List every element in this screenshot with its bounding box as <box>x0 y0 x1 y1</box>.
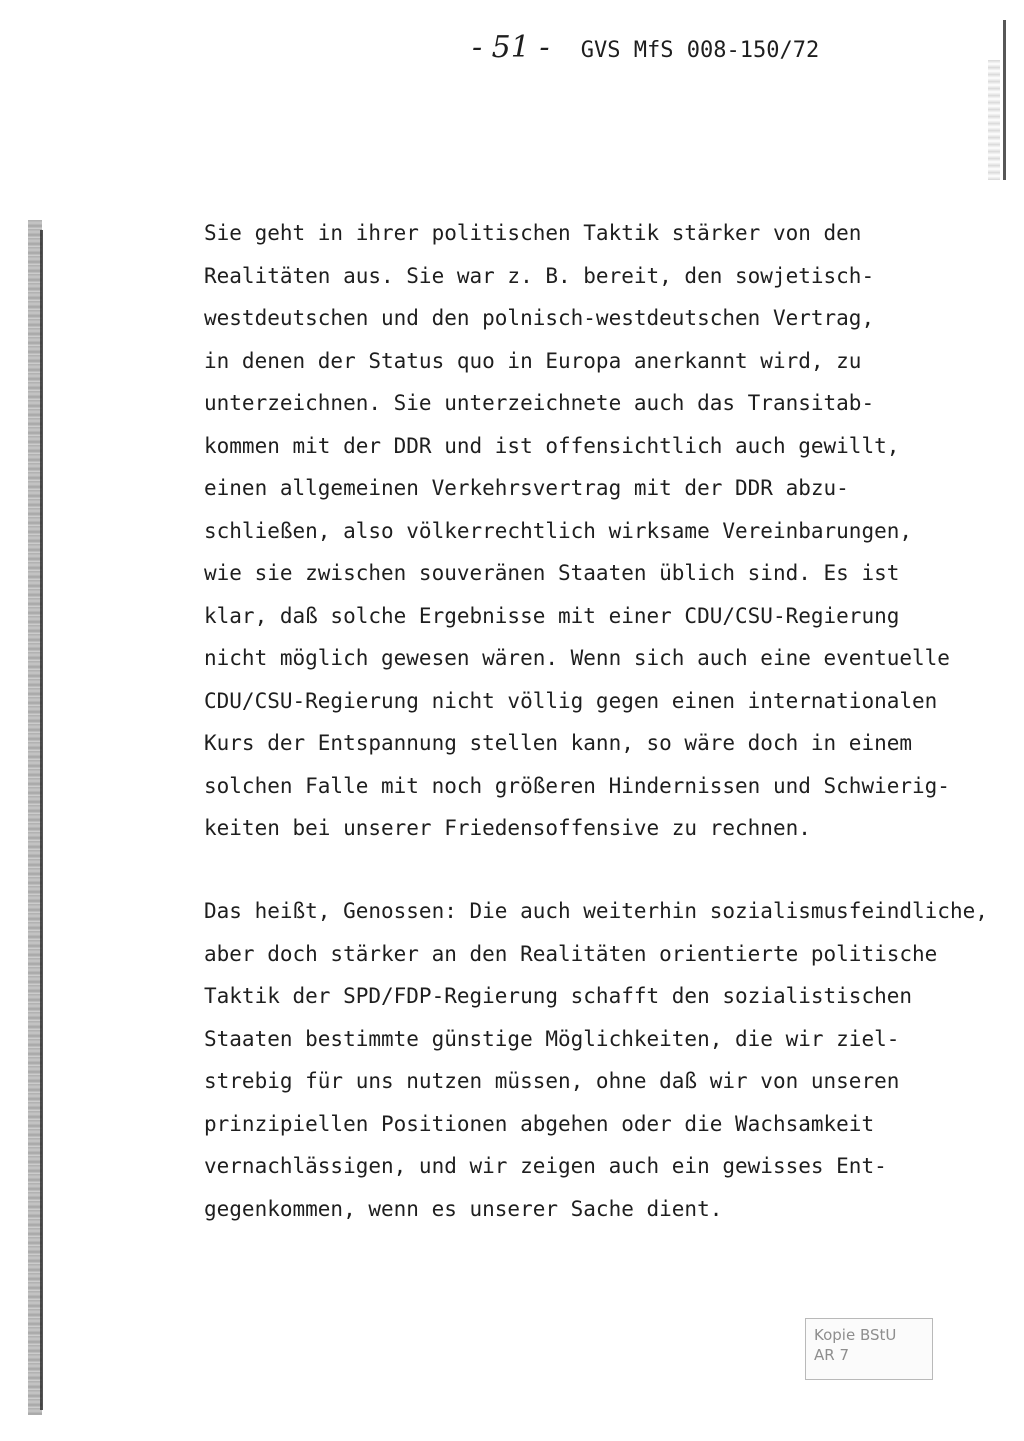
text-line: unterzeichnen. Sie unterzeichnete auch das Transitab- <box>204 391 875 415</box>
text-line: keiten bei unserer Friedensoffensive zu rechnen. <box>204 816 811 840</box>
document-reference: GVS MfS 008-150/72 <box>580 38 820 63</box>
text-line: prinzipiellen Positionen abgehen oder die Wachsamkeit <box>204 1111 875 1136</box>
stamp-line-2: AR 7 <box>814 1346 849 1364</box>
scan-edge-line <box>40 230 43 1410</box>
text-line: westdeutschen und den polnisch-westdeutschen Vertrag, <box>204 306 875 330</box>
scan-right-noise <box>988 60 1000 180</box>
paragraph-1 <box>204 212 984 850</box>
text-line: Das heißt, Genossen: Die auch weiterhin sozialismusfeindliche, <box>204 899 988 923</box>
text-line: Realitäten aus. Sie war z. B. bereit, den sowjetisch- <box>204 263 875 288</box>
text-line: Taktik der SPD/FDP-Regierung schafft den sozialistischen <box>204 984 913 1008</box>
text-line: Staaten bestimmte günstige Möglichkeiten, die wir ziel- <box>204 1026 900 1051</box>
text-line: vernachlässigen, und wir zeigen auch ein gewisses Ent- <box>204 1154 887 1178</box>
page-number: - 51 - <box>472 30 550 65</box>
text-line: Kurs der Entspannung stellen kann, so wäre doch in einem <box>204 731 913 755</box>
text-line: aber doch stärker an den Realitäten orientierte politische <box>204 941 938 966</box>
paragraph-2 <box>204 890 988 1230</box>
text-line: gegenkommen, wenn es unserer Sache dient. <box>204 1196 723 1221</box>
text-line: wie sie zwischen souveränen Staaten üblich sind. Es ist <box>204 561 900 585</box>
text-line: in denen der Status quo in Europa anerkannt wird, zu <box>204 348 862 373</box>
scan-right-edge <box>1003 20 1006 180</box>
text-line: kommen mit der DDR und ist offensichtlich auch gewillt, <box>204 433 900 458</box>
text-line: strebig für uns nutzen müssen, ohne daß wir von unseren <box>204 1069 900 1093</box>
text-line: einen allgemeinen Verkehrsvertrag mit der DDR abzu- <box>204 476 849 500</box>
archive-stamp <box>805 1318 933 1380</box>
stamp-line-1: Kopie BStU <box>814 1326 897 1344</box>
text-line: klar, daß solche Ergebnisse mit einer CDU/CSU-Regierung <box>204 603 900 628</box>
text-line: solchen Falle mit noch größeren Hindernissen und Schwierig- <box>204 773 950 798</box>
text-line: Sie geht in ihrer politischen Taktik stärker von den <box>204 221 862 245</box>
text-line: CDU/CSU-Regierung nicht völlig gegen einen internationalen <box>204 688 938 713</box>
text-line: schließen, also völkerrechtlich wirksame Vereinbarungen, <box>204 518 913 543</box>
text-line: nicht möglich gewesen wären. Wenn sich auch eine eventuelle <box>204 646 950 670</box>
page-header <box>472 30 872 65</box>
